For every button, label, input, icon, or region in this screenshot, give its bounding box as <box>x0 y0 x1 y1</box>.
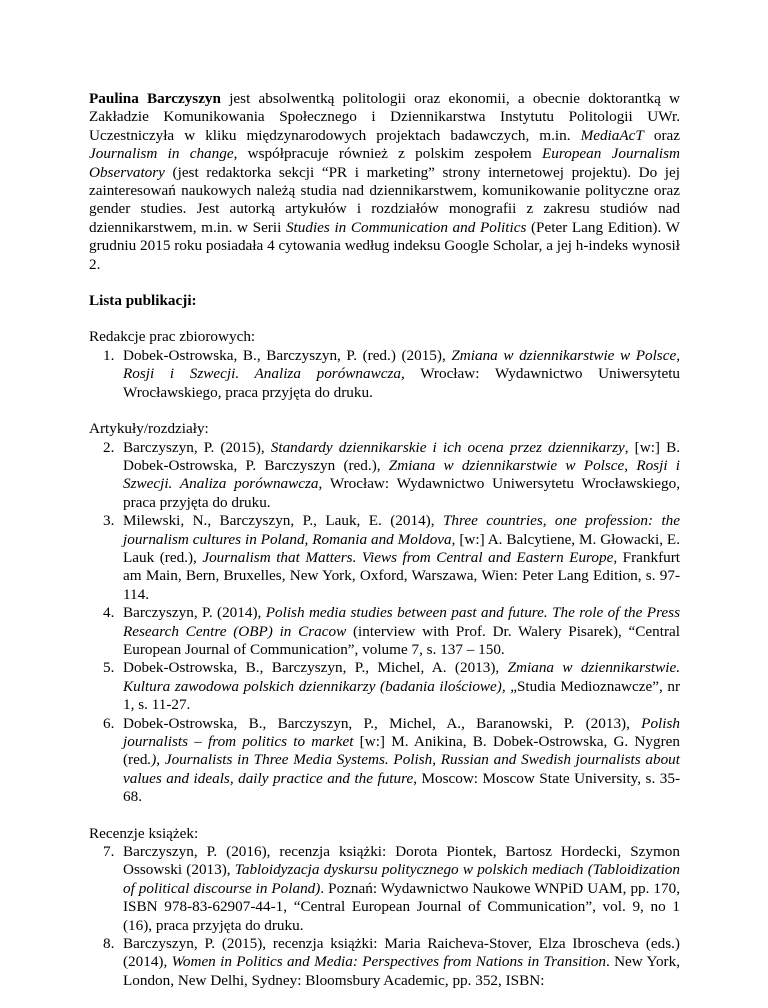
item-text: Milewski, N., Barczyszyn, P., Lauk, E. (2014), <box>123 512 443 530</box>
item-title: Polish journalists – from politics to market <box>123 714 680 750</box>
publication-item <box>89 347 680 402</box>
publication-list <box>89 843 680 990</box>
item-title: Zmiana w dziennikarstwie. Kultura zawodowa polskich dziennikarzy (badania ilościowe), <box>123 659 680 695</box>
item-text: Barczyszyn, P. (2016), recenzja książki: Dorota Piontek, Bartosz Hordecki, Szymon Ossowski (2013), <box>123 843 680 879</box>
publication-list <box>89 347 680 402</box>
bio-text: jest absolwentką politologii oraz ekonomii, a obecnie doktorantką w Zakładzie Komunikowania Społecznego i Dziennikarstwa Instytutu Politologii UWr. Uczestniczyła w kliku międzynarodowych projektach badawczych, m.in. <box>89 90 680 144</box>
item-text: Barczyszyn, P. (2014), <box>123 604 266 622</box>
section-title: Recenzje książek: <box>89 824 199 842</box>
publication-item <box>89 604 680 659</box>
item-number: 8. <box>103 935 115 953</box>
item-text: Barczyszyn, P. (2015), <box>123 438 271 456</box>
bio-text: (Peter Lang Edition). W grudniu 2015 roku posiadała 4 cytowania według indeksu Google Scholar, a jej h-indeks wynosił 2. <box>89 218 680 273</box>
item-text: Dobek-Ostrowska, B., Barczyszyn, P. (red.) (2015), <box>123 346 452 364</box>
item-number: 4. <box>103 604 115 622</box>
item-title: Three countries, one profession: the journalism cultures in Poland, Romania and Moldova <box>123 512 681 548</box>
item-title: Zmiana w dziennikarstwie w Polsce, Rosji i Szwecji. Analiza porównawcza <box>123 456 681 493</box>
item-text: , [w:] B. Dobek-Ostrowska, P. Barczyszyn (red.), <box>123 438 680 474</box>
publication-item <box>89 935 680 990</box>
project-name: MediaAcT <box>580 126 644 144</box>
item-title: Zmiana w dziennikarstwie w Polsce, Rosji i Szwecji. Analiza porównawcza, <box>123 346 681 383</box>
item-text: . Poznań: Wydawnictwo Naukowe WNPiD UAM, pp. 170, ISBN 978-83-62907-44-1, “Central European Journal of Communication”, vol. 9, no 1 (16), praca przyjęta do druku. <box>123 879 681 934</box>
publication-item <box>89 843 680 935</box>
publication-item <box>89 439 680 513</box>
bio-text: (jest redaktorka sekcji “PR i marketing” strony internetowej projektu). Do jej zainteresowań naukowych należą studia nad dziennikarstwem, komunikowanie polityczne oraz gender studies. Jest autorką artykułów i rozdziałów monografii z zakresu studiów nad dziennikarstwem, m.in. w Serii <box>89 163 680 236</box>
bio-paragraph <box>89 90 680 274</box>
item-text: , Frankfurt am Main, Bern, Bruxelles, New York, Oxford, Warszawa, Wien: Peter Lang Edition, s. 97-114. <box>123 548 680 603</box>
section-title: Artykuły/rozdziały: <box>89 420 209 438</box>
bio-text: oraz <box>643 126 680 144</box>
publications-heading: Lista publikacji: <box>89 292 197 310</box>
item-text: Wrocław: Wydawnictwo Uniwersytetu Wrocławskiego, praca przyjęta do druku. <box>123 365 681 401</box>
item-number: 2. <box>103 438 115 456</box>
item-number: 3. <box>103 512 115 530</box>
section-title: Redakcje prac zbiorowych: <box>89 328 256 346</box>
item-number: 6. <box>103 714 115 732</box>
document-page <box>89 90 680 1008</box>
item-number: 7. <box>103 843 115 861</box>
item-text: [w:] M. Anikina, B. Dobek-Ostrowska, G. Nygren (red <box>123 733 680 769</box>
publication-item <box>89 512 680 604</box>
section-book-reviews <box>89 825 680 991</box>
publication-item <box>89 715 680 807</box>
publication-list <box>89 439 680 807</box>
item-title: Journalism that Matters. Views from Central and Eastern Europe <box>202 548 614 566</box>
bio-text: , współpracuje również z polskim zespołem <box>233 145 543 163</box>
item-text: Dobek-Ostrowska, B., Barczyszyn, P., Michel, A., Baranowski, P. (2013), <box>123 714 642 732</box>
item-title: Standardy dziennikarskie i ich ocena przez dziennikarzy <box>270 438 625 456</box>
item-text: . New York, London, New Delhi, Sydney: Bloomsbury Academic, pp. 352, ISBN: <box>123 953 680 989</box>
series-name: Studies in Communication and Politics <box>285 218 527 236</box>
project-name: European Journalism Observatory <box>89 145 680 181</box>
project-name: Journalism in change <box>89 145 234 163</box>
section-articles <box>89 420 680 807</box>
item-title: .), Journalists in Three Media Systems. Polish, Russian and Swedish journalists about values and ideals, daily practice and the future <box>123 751 680 787</box>
publication-item <box>89 659 680 714</box>
item-text: , [w:] A. Balcytiene, M. Głowacki, E. Lauk (red.), <box>123 530 681 566</box>
item-text: , Wrocław: Wydawnictwo Uniwersytetu Wrocławskiego, praca przyjęta do druku. <box>123 475 681 511</box>
item-text: Barczyszyn, P. (2015), recenzja książki: Maria Raicheva-Stover, Elza Ibroscheva (eds.) (2014), <box>123 935 680 971</box>
item-number: 5. <box>103 659 115 677</box>
item-text: (interview with Prof. Dr. Walery Pisarek), “Central European Journal of Communication”, volume 7, s. 137 – 150. <box>123 622 681 658</box>
item-text: „Studia Medioznawcze”, nr 1, s. 11-27. <box>123 677 681 714</box>
item-text: Dobek-Ostrowska, B., Barczyszyn, P., Michel, A. (2013), <box>123 659 508 677</box>
item-title: Polish media studies between past and future. The role of the Press Research Centre (OBP) in Cracow <box>123 604 680 640</box>
author-name: Paulina Barczyszyn <box>89 90 221 107</box>
section-edited-volumes <box>89 328 680 402</box>
item-number: 1. <box>103 346 115 364</box>
item-text: , Moscow: Moscow State University, s. 35-68. <box>123 769 680 806</box>
item-title: Women in Politics and Media: Perspectives from Nations in Transition <box>171 953 606 971</box>
item-title: Tabloidyzacja dyskursu politycznego w polskich mediach (Tabloidization of political discourse in Poland) <box>123 861 680 897</box>
